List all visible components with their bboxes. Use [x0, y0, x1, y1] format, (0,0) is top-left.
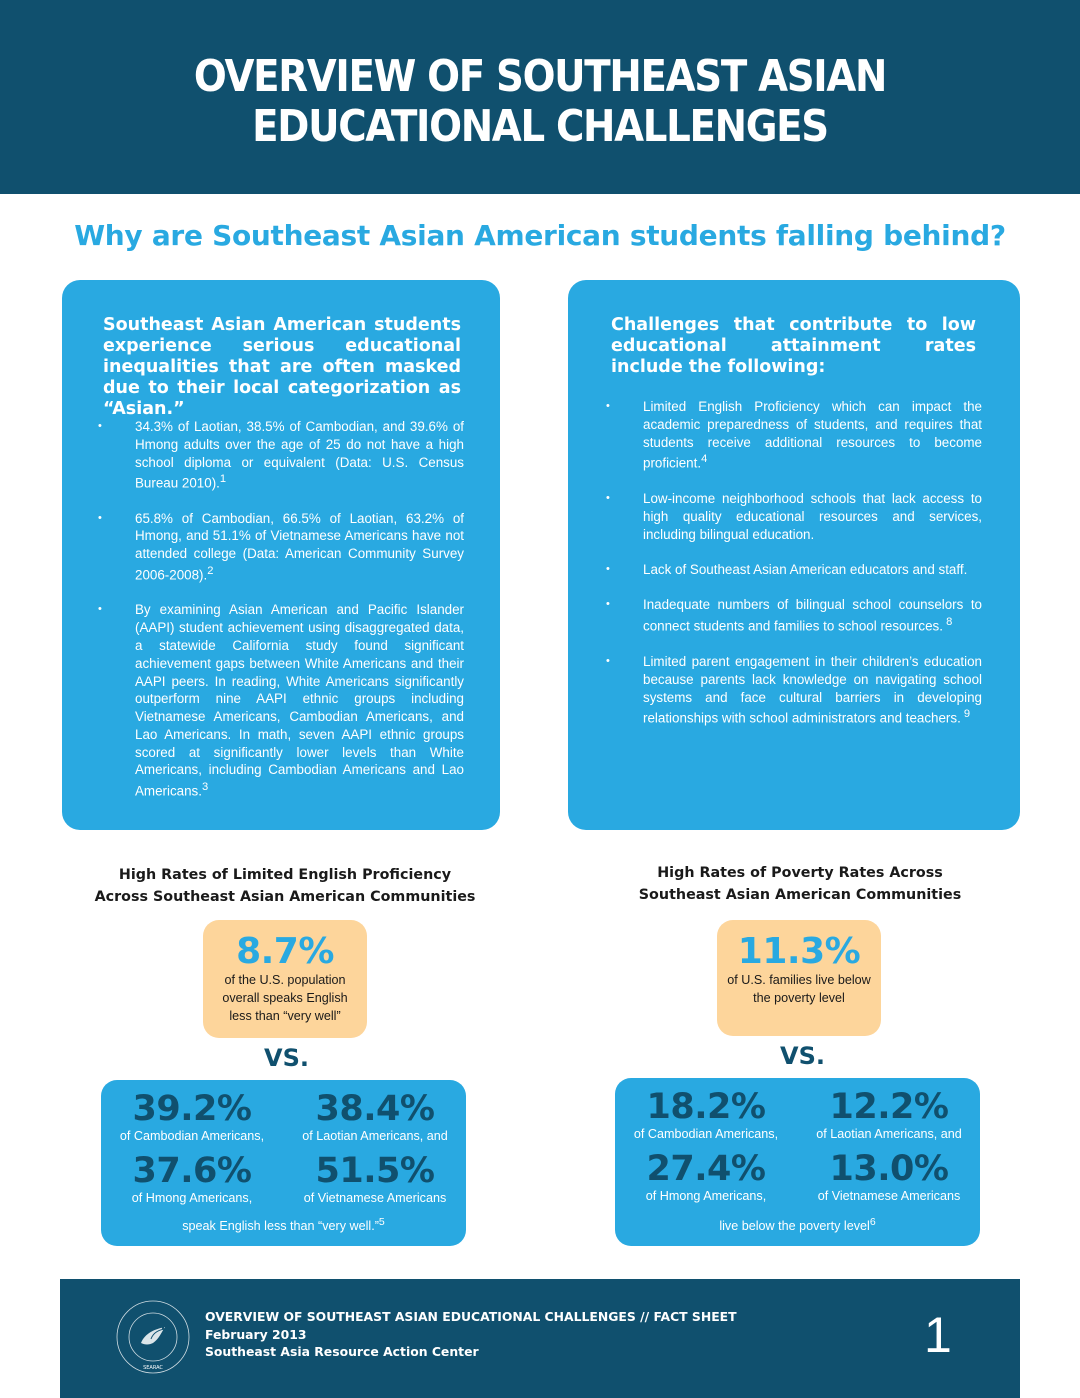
- lep-group-stat: 38.4% of Laotian Americans, and: [302, 1089, 448, 1143]
- page-header: [0, 0, 1080, 194]
- poverty-group-stat: 27.4% of Hmong Americans,: [645, 1149, 767, 1203]
- footnote-ref: 5: [378, 1216, 385, 1228]
- list-item: • By examining Asian American and Pacific Islander (AAPI) student achievement using disaggregated data, a statewide California study found significant achievement gaps between White Americans and their AAPI peers. In reading, White Americans significantly outperform nine AAPI ethnic groups including Vietnamese Americans, Cambodian Americans, and Lao Americans. In math, seven AAPI ethnic groups scored at significantly lower levels than White Americans, including Cambodian Americans and Lao Americans.$^3$: [98, 602, 464, 799]
- bullet-icon: •: [606, 492, 610, 505]
- poverty-national-value: 11.3%: [737, 931, 861, 972]
- bullet-icon: •: [606, 400, 610, 412]
- inequalities-list: [98, 418, 464, 818]
- footer-org: Southeast Asia Resource Action Center: [205, 1344, 479, 1359]
- page-title-line1: OVERVIEW OF SOUTHEAST ASIAN: [193, 51, 887, 102]
- footnote-ref: 2: [207, 565, 214, 578]
- svg-text:SEARAC: SEARAC: [143, 1365, 163, 1371]
- poverty-vs-label: VS.: [780, 1042, 825, 1070]
- bullet-icon: •: [98, 511, 102, 524]
- bullet-icon: •: [98, 420, 102, 432]
- lep-group-stat: 37.6% of Hmong Americans,: [131, 1151, 253, 1205]
- footer-text: [205, 1308, 737, 1361]
- list-item: • Limited English Proficiency which can impact the academic preparedness of students, and requires that students receive additional resources to become proficient.$^4$: [606, 399, 982, 471]
- page-title-line2: EDUCATIONAL CHALLENGES: [252, 101, 828, 152]
- inequalities-panel: [62, 280, 500, 830]
- poverty-title-line1: High Rates of Poverty Rates Across: [657, 865, 943, 881]
- list-item: • 34.3% of Laotian, 38.5% of Cambodian, and 39.6% of Hmong adults over the age of 25 do not have a high school diploma or equivalent (Data: U.S. Census Bureau 2010).$^1$: [98, 419, 464, 491]
- page-number: 1: [924, 1307, 952, 1363]
- list-item: • Lack of Southeast Asian American educators and staff.: [606, 562, 968, 578]
- footer-doc-title: OVERVIEW OF SOUTHEAST ASIAN EDUCATIONAL CHALLENGES // FACT SHEET: [205, 1309, 737, 1324]
- bullet-icon: •: [606, 563, 610, 576]
- lep-title-line1: High Rates of Limited English Proficiency: [118, 867, 452, 883]
- footnote-ref: 3: [201, 781, 209, 794]
- poverty-group-stat: 13.0% of Vietnamese Americans: [817, 1149, 961, 1203]
- list-item: • Limited parent engagement in their children’s education because parents lack knowledge on navigating school systems and face cultural barriers in developing relationships with school administrators and teachers. $^9$: [606, 653, 982, 726]
- page-footer: [60, 1279, 1020, 1398]
- list-item: • 65.8% of Cambodian, 66.5% of Laotian, 63.2% of Hmong, and 51.1% of Vietnamese Americans have not attended college (Data: American Community Survey 2006-2008).$^2$: [98, 510, 464, 583]
- list-item: • Inadequate numbers of bilingual school counselors to connect students and families to school resources. $^8$: [606, 597, 982, 634]
- footnote-ref: 6: [869, 1216, 876, 1228]
- lep-vs-label: VS.: [264, 1044, 309, 1072]
- poverty-group-stat: 18.2% of Cambodian Americans,: [633, 1087, 779, 1141]
- lep-national-callout: [203, 920, 367, 1038]
- footnote-ref: 4: [701, 453, 708, 466]
- footnote-ref: 8: [942, 616, 953, 629]
- bullet-icon: •: [98, 603, 102, 616]
- lep-group-stat: 39.2% of Cambodian Americans,: [119, 1089, 265, 1143]
- page-subtitle: Why are Southeast Asian American students falling behind?: [74, 219, 1006, 252]
- poverty-group-box: [615, 1078, 980, 1246]
- lep-stat-title: [60, 864, 510, 908]
- poverty-group-stat: 12.2% of Laotian Americans, and: [816, 1087, 962, 1141]
- footnote-ref: 1: [219, 473, 227, 486]
- lep-footnote: speak English less than “very well.”$^5$: [182, 1216, 385, 1234]
- challenges-heading: Challenges that contribute to low educational attainment rates include the following:: [611, 315, 976, 377]
- lep-national-text: of the U.S. population overall speaks English less than “very well”: [222, 973, 348, 1023]
- poverty-national-callout: [717, 920, 881, 1036]
- poverty-stat-title: [575, 862, 1025, 906]
- bullet-icon: •: [606, 598, 610, 611]
- page-title: [65, 52, 1015, 152]
- challenges-list: [606, 398, 982, 745]
- challenges-panel: [568, 280, 1020, 830]
- bullet-icon: •: [606, 654, 610, 667]
- lep-group-stat: 51.5% of Vietnamese Americans: [303, 1151, 447, 1205]
- inequalities-heading: Southeast Asian American students experience serious educational inequalities that are often masked due to their local categorization as “Asian.”: [103, 315, 461, 419]
- searac-logo-icon: [115, 1299, 191, 1375]
- poverty-national-text: of U.S. families live below the poverty level: [727, 973, 871, 1005]
- footnote-ref: 9: [960, 708, 971, 721]
- footer-date: February 2013: [205, 1326, 307, 1342]
- poverty-footnote: live below the poverty level$^6$: [719, 1216, 876, 1234]
- poverty-title-line2: Southeast Asian American Communities: [638, 887, 962, 903]
- lep-group-box: [101, 1080, 466, 1246]
- lep-national-value: 8.7%: [236, 931, 334, 972]
- list-item: • Low-income neighborhood schools that lack access to high quality educational resources and services, including bilingual education.: [606, 491, 982, 542]
- lep-title-line2: Across Southeast Asian American Communities: [94, 889, 476, 905]
